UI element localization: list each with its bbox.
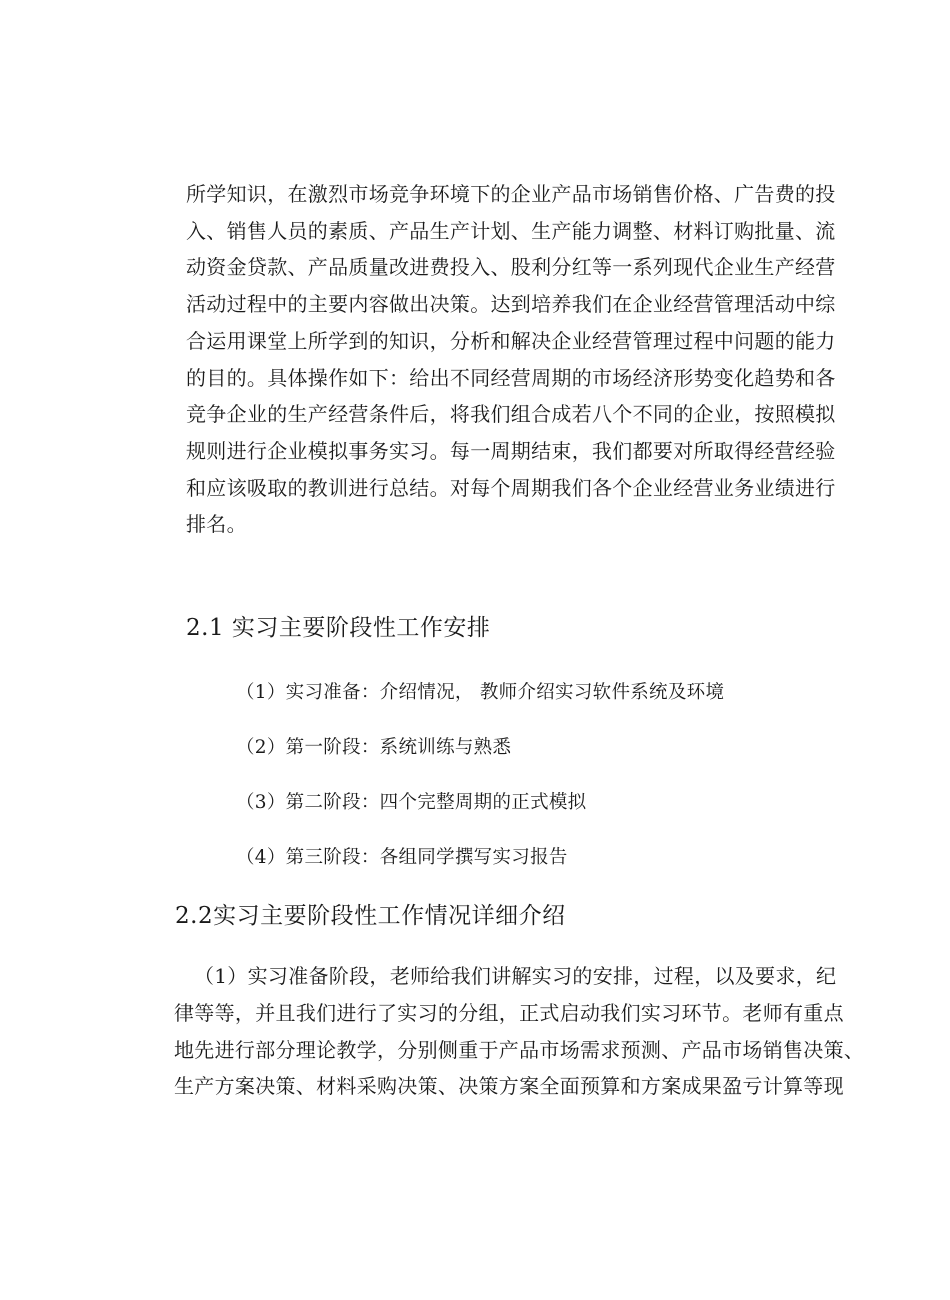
paragraph-line: 所学知识，在激烈市场竞争环境下的企业产品市场销售价格、广告费的投 [186,182,836,206]
paragraph-line: （1）实习准备阶段，老师给我们讲解实习的安排，过程，以及要求，纪 [174,964,837,988]
list-item: （2）第一阶段：系统训练与熟悉 [236,737,512,758]
body-paragraph-1 [186,176,876,543]
paragraph-line: 和应该吸取的教训进行总结。对每个周期我们各个企业经营业务业绩进行 [186,475,836,500]
paragraph-line: 律等等，并且我们进行了实习的分组，正式启动我们实习环节。老师有重点 [174,1000,844,1025]
section-heading-2-2: 2.2实习主要阶段性工作情况详细介绍 [175,903,566,929]
paragraph-line: 排名。 [186,512,247,537]
paragraph-line: 规则进行企业模拟事务实习。每一周期结束，我们都要对所取得经营经验 [186,438,836,463]
list-item: （3）第二阶段：四个完整周期的正式模拟 [236,792,587,813]
body-paragraph-2 [174,958,884,1105]
paragraph-line: 合运用课堂上所学到的知识，分析和解决企业经营管理过程中问题的能力 [186,328,836,353]
paragraph-line: 生产方案决策、材料采购决策、决策方案全面预算和方案成果盈亏计算等现 [174,1074,844,1099]
list-item: （4）第三阶段：各组同学撰写实习报告 [236,847,568,868]
list-item: （1）实习准备：介绍情况， 教师介绍实习软件系统及环境 [236,682,725,703]
paragraph-line: 活动过程中的主要内容做出决策。达到培养我们在企业经营管理活动中综 [186,292,836,317]
paragraph-line: 动资金贷款、产品质量改进费投入、股利分红等一系列现代企业生产经营 [186,255,836,280]
paragraph-line: 入、销售人员的素质、产品生产计划、生产能力调整、材料订购批量、流 [186,218,836,243]
paragraph-line: 地先进行部分理论教学，分别侧重于产品市场需求预测、产品市场销售决策、 [174,1037,865,1062]
paragraph-line: 的目的。具体操作如下：给出不同经营周期的市场经济形势变化趋势和各 [186,365,836,390]
section-heading-2-1: 2.1 实习主要阶段性工作安排 [186,615,491,641]
paragraph-line: 竞争企业的生产经营条件后，将我们组合成若八个不同的企业，按照模拟 [186,402,836,427]
